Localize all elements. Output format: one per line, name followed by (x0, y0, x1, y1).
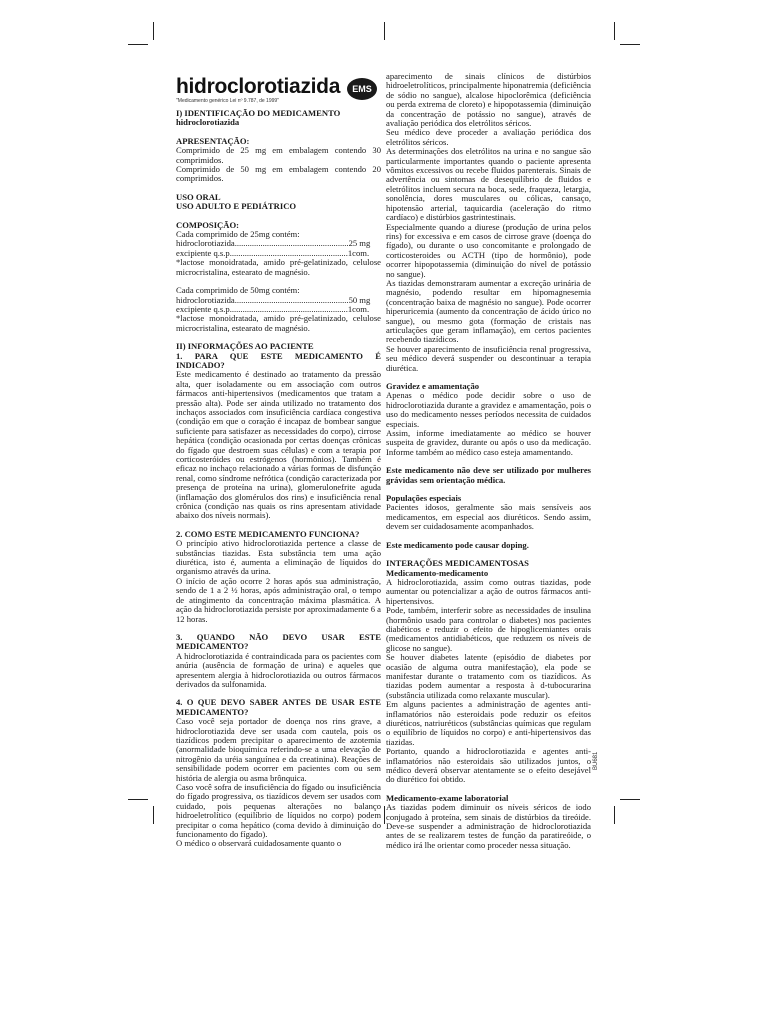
electrolyte-signs-text: aparecimento de sinais clínicos de distúrbios hidroeletrolíticos, principalmente hiponatremia (deficiência de sódio no sangue), alcalose hipoclorêmica (deficiência ou perda extrema de cloreto) e hipopotassemia (diminuição da concentração de potássio no sangue), através de avaliação periódica dos eletrólitos séricos. (386, 71, 591, 129)
magnesium-text: As tiazidas demonstraram aumentar a excreção urinária de magnésio, podendo resultar em hipomagnesemia (concentração baixa de magnésio no sangue). Pode ocorrer hiperuricemia (aumento da concentração de ácido úrico no sangue), ou mesmo gota (formação de cristais nas articulações que geram inflamação), em certos pacientes recebendo tiazídicos. (386, 277, 591, 345)
side-code (593, 742, 601, 772)
question-1-text: Este medicamento é destinado ao tratamento da pressão alta, quer isoladamente ou em associação com outros fármacos anti-hipertensivos (medicamentos que tratam a pressão alta). Pode ser ainda utilizado no tratamento dos inchaços associados com insuficiência cardíaca congestiva (condição em que o coração é incapaz de bombear sangue suficiente para satisfazer as necessidades do corpo), cirrose hepática (condição ocasionada por certas doenças crônicas do fígado que destroem suas células) e com a terapia por corticosteróides ou estrógenos (hormônios). Também é eficaz no inchaço relacionado a várias formas de disfunção renal, como síndrome nefrótica (condição caracterizada por presença de proteína na urina), glomerulonefrite aguda (inflamação dos glomérulos dos rins) e insuficiência renal crônica (condição nas quais os rins apresentam atividade abaixo dos níveis normais). (176, 369, 381, 521)
question-2-text-1: O princípio ativo hidroclorotiazida pertence a classe de substâncias tiazidas. Esta substância tem uma ação diurética, isto é, aumenta a eliminação de líquidos do organismo através da urina. (176, 538, 381, 577)
interactions-text-4: Em alguns pacientes a administração de agentes anti-inflamatórios não esteroidais pode reduzir os efeitos diuréticos, natriuréticos (substâncias químicas que regulam o equilíbrio de líquidos no corpo) e anti-hipertensivos das tiazidas. (386, 699, 591, 747)
side-code-text: BU681 (593, 751, 599, 770)
question-2-title: 2. COMO ESTE MEDICAMENTO FUNCIONA? (176, 528, 360, 539)
crop-mark-top-left-v (153, 22, 154, 40)
question-3-title: 3. QUANDO NÃO DEVO USAR ESTE MEDICAMENTO? (176, 631, 381, 652)
generic-notice: "Medicamento genérico Lei nº 9.787, de 1999" (176, 98, 279, 104)
question-4-title: 4. O QUE DEVO SABER ANTES DE USAR ESTE MEDICAMENTO? (176, 697, 381, 717)
drug-drug-subtitle: Medicamento-medicamento (386, 567, 489, 578)
product-title: hidroclorotiazida (176, 75, 341, 98)
composition-25-notes: *lactose monoidratada, amido pré-gelatinizado, celulose microcristalina, estearato de magnésio. (176, 257, 381, 277)
interactions-title: INTERAÇÕES MEDICAMENTOSAS (386, 558, 529, 569)
crop-mark-top-right-h (620, 44, 640, 45)
composition-25-intro: Cada comprimido de 25mg contém: (176, 229, 300, 240)
presentation-25mg: Comprimido de 25 mg em embalagem contendo 30 comprimidos. (176, 145, 381, 165)
composition-50-excipient: excipiente q.s.p.......................................................1com. (176, 303, 370, 314)
lab-test-text: As tiazidas podem diminuir os níveis séricos de iodo conjugado à proteína, sem sinais de distúrbios da tireóide. Deve-se suspender a administração de hidroclorotiazida antes de se realizarem testes de função da paratireóide, o médico irá lhe orientar como proceder nessa situação. (386, 802, 591, 850)
composition-50-notes: *lactose monoidratada, amido pré-gelatinizado, celulose microcristalina, estearato de magnésio. (176, 313, 381, 333)
crop-mark-bottom-left-v (153, 806, 154, 824)
section-patient-info-title: II) INFORMAÇÕES AO PACIENTE (176, 341, 314, 352)
special-populations-title: Populações especiais (386, 493, 462, 504)
crop-mark-bottom-left-h (128, 799, 148, 800)
question-1-title: 1. PARA QUE ESTE MEDICAMENTO É INDICADO? (176, 350, 381, 370)
presentation-50mg: Comprimido de 50 mg em embalagem contendo 20 comprimidos. (176, 164, 381, 184)
interactions-text-1: A hidroclorotiazida, assim como outras tiazidas, pode aumentar ou potencializar a ação de outros fármacos anti-hipertensivos. (386, 576, 591, 606)
composition-50-active: hidroclorotiazida.....................................................50 mg (176, 294, 371, 305)
special-populations-text: Pacientes idosos, geralmente são mais sensíveis aos medicamentos, em especial aos diuréticos. Sendo assim, devem ser cuidadosamente acompanhados. (386, 502, 591, 532)
drug-name: hidroclorotiazida (176, 117, 240, 128)
crop-mark-bottom-center-v (384, 806, 385, 824)
interactions-text-3: Se houver diabetes latente (episódio de diabetes por ocasião de alguma outra manifestação), ela pode se manifestar durante o tratamento com os tiazídicos. As tiazidas podem aumentar a resposta à d-tubocurarina (substância utilizada como relaxante muscular). (386, 652, 591, 700)
pregnancy-text-2: Assim, informe imediatamente ao médico se houver suspeita de gravidez, durante ou após o uso da medicação. Informe também ao médico caso esteja amamentando. (386, 428, 591, 457)
pregnancy-title: Gravidez e amamentação (386, 381, 480, 391)
electrolyte-warning-text: As determinações dos eletrólitos na urina e no sangue são particularmente importantes quando o paciente apresenta vômitos excessivos ou recebe fluidos parenterais. Sinais de advertência ou sintomas de desequilíbrio de fluidos e eletrólitos incluem secura na boca, sede, fraqueza, letargia, sonolência, dores musculares ou cólicas, cansaço, hipotensão arterial, taquicardia (aceleração do ritmo cardíaco) e distúrbios gastrintestinais. (386, 146, 591, 223)
brand-block (176, 76, 340, 109)
ems-logo: EMS (347, 78, 377, 100)
right-column (386, 72, 591, 850)
question-4-text-1: Caso você seja portador de doença nos rins grave, a hidroclorotiazida deve ser usada com cautela, pois os tiazídicos podem precipitar o aparecimento de azotemia (anormalidade bioquímica referindo-se a uma elevação de nitrogênio da uréia sanguínea e da creatinina). Reações de sensibilidade podem ocorrer em pacientes com ou sem história de alergia ou asma brônquica. (176, 716, 381, 783)
crop-mark-top-center-v (384, 22, 385, 40)
question-4-text-3: O médico o observará cuidadosamente quanto o (176, 838, 342, 849)
interactions-text-5: Portanto, quando a hidroclorotiazida e agentes anti-inflamatórios não esteroidais são utilizados juntos, o médico deverá observar atentamente se o efeito desejável do diurético foi obtido. (386, 746, 591, 785)
hypokalemia-text: Especialmente quando a diurese (produção de urina pelos rins) for excessiva e em casos de cirrose grave (doença do fígado), ou durante o uso concomitante e prolongado de corticosteroides ou ACTH (tipo de hormônio), pode ocorrer hipopotassemia (diminuição do nível de potássio no sangue). (386, 221, 591, 279)
use-population: USO ADULTO E PEDIÁTRICO (176, 201, 297, 212)
crop-mark-bottom-right-h (620, 799, 640, 800)
lab-test-subtitle: Medicamento-exame laboratorial (386, 792, 509, 803)
interactions-text-2: Pode, também, interferir sobre as necessidades de insulina (hormônio usado para controlar o diabetes) nos pacientes diabéticos e reduzir o efeito de hipoglicemiantes orais (medicamentos antidiabéticos, que reduzem os níveis de glicose no sangue). (386, 605, 591, 653)
crop-mark-bottom-right-v (614, 806, 615, 824)
crop-mark-top-left-h (128, 44, 148, 45)
header (176, 76, 381, 109)
question-3-text: A hidroclorotiazida é contraindicada para os pacientes com anúria (ausência de formação de urina) e aqueles que apresentem alergia à hidroclorotiazida ou outros fármacos derivados da sulfonamida. (176, 650, 381, 689)
crop-mark-top-right-v (614, 22, 615, 40)
composition-50-intro: Cada comprimido de 50mg contém: (176, 285, 300, 296)
pregnancy-warning: Este medicamento não deve ser utilizado por mulheres grávidas sem orientação médica. (386, 465, 591, 485)
composition-title: COMPOSIÇÃO: (176, 219, 240, 230)
use-oral: USO ORAL (176, 191, 221, 202)
question-4-text-2: Caso você sofra de insuficiência do fígado ou insuficiência do fígado progressiva, os tiazídicos devem ser usados com cuidado, pois pequenas alterações no balanço hidroeletrolítico (equilíbrio de líquidos no corpo) podem precipitar o coma hepático (coma devido à diminuição do funcionamento do fígado). (176, 782, 381, 840)
electrolyte-evaluation-text: Seu médico deve proceder a avaliação periódica dos eletrólitos séricos. (386, 127, 591, 147)
pregnancy-text-1: Apenas o médico pode decidir sobre o uso de hidroclorotiazida durante a gravidez e amamentação, pois o uso do medicamento nesses períodos necessita de cuidados especiais. (386, 390, 591, 429)
section-identification-title: I) IDENTIFICAÇÃO DO MEDICAMENTO (176, 108, 341, 118)
left-column (176, 74, 381, 849)
doping-warning: Este medicamento pode causar doping. (386, 539, 529, 550)
presentation-title: APRESENTAÇÃO: (176, 135, 250, 146)
renal-insufficiency-text: Se houver aparecimento de insuficiência renal progressiva, seu médico deverá suspender ou descontinuar a terapia diurética. (386, 343, 591, 373)
composition-25-active: hidroclorotiazida.....................................................25 mg (176, 238, 371, 249)
composition-25-excipient: excipiente q.s.p.......................................................1com. (176, 247, 370, 258)
question-2-text-2: O início de ação ocorre 2 horas após sua administração, sendo de 1 a 2 ½ horas, após administração oral, o tempo de atingimento da concentração máxima plasmática. A ação da hidroclorotiazida persiste por aproximadamente 6 a 12 horas. (176, 575, 381, 624)
